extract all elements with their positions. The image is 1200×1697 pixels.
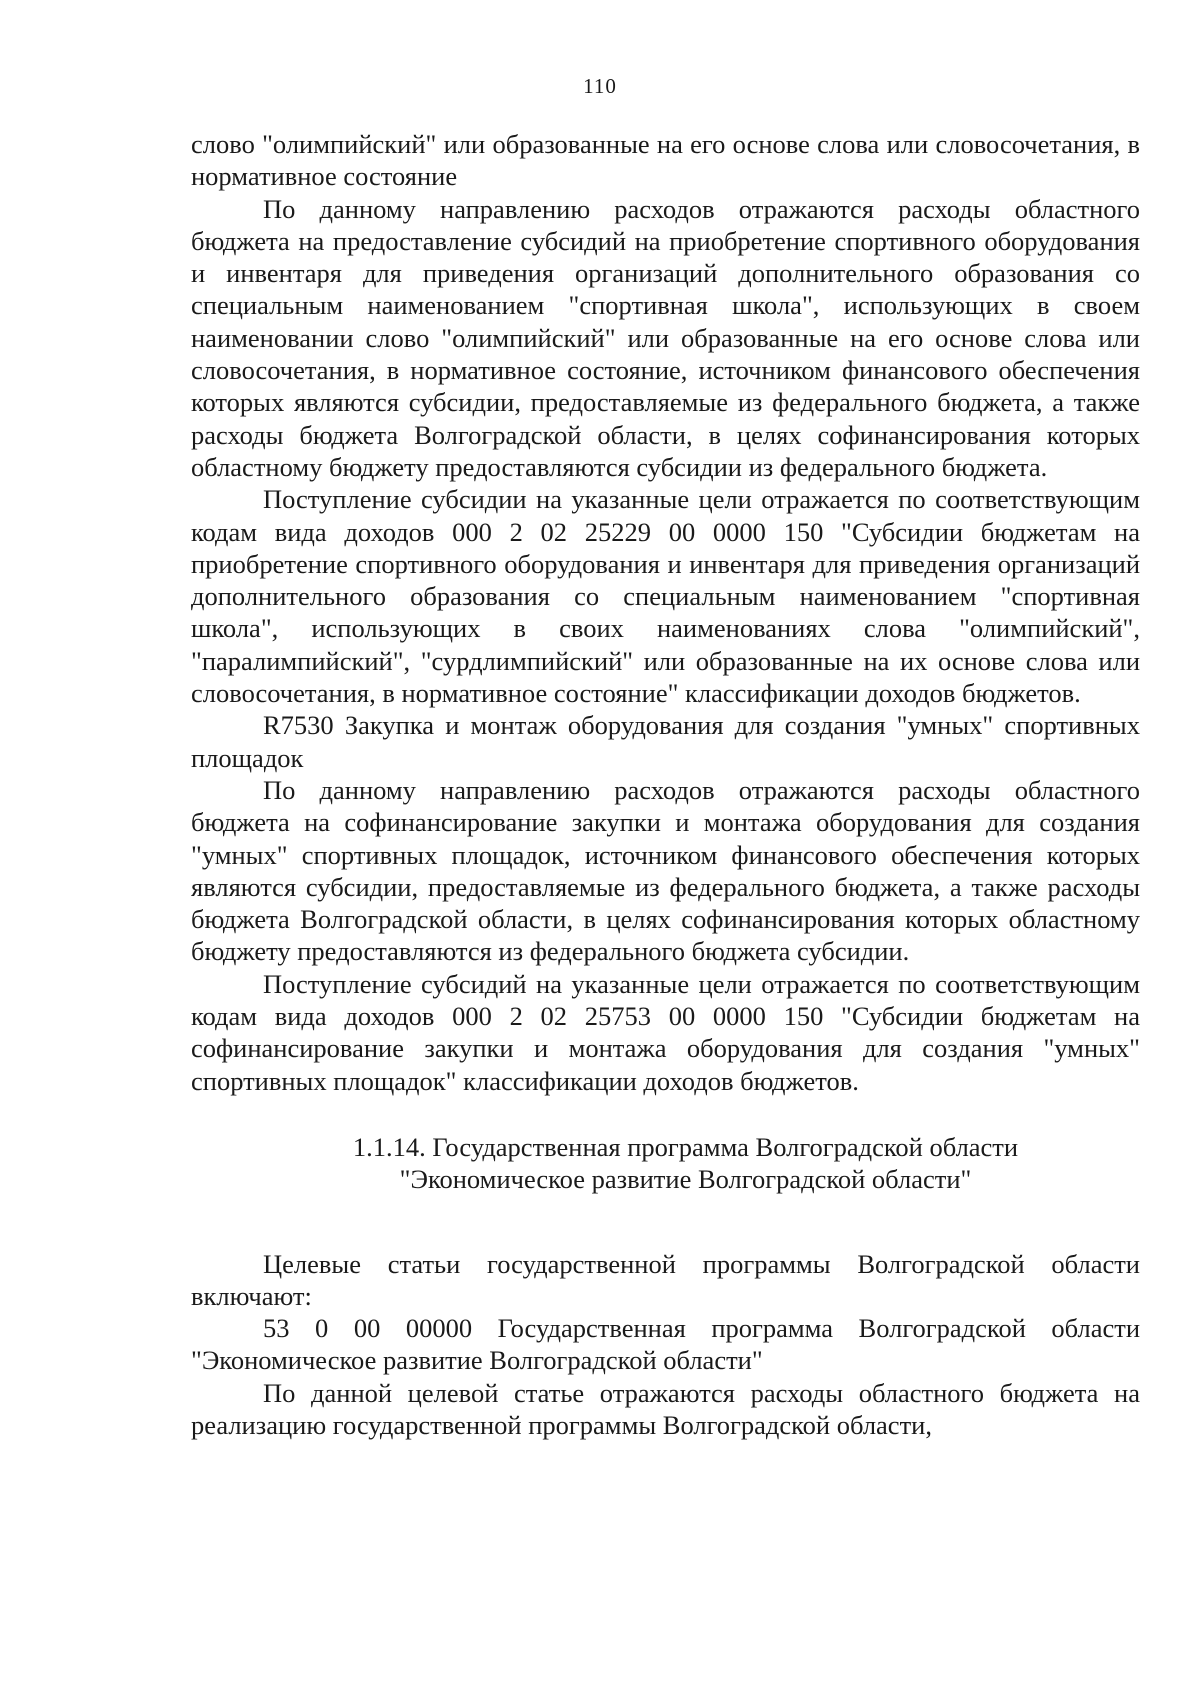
paragraph-target-articles: Целевые статьи государственной программы Волгоградской области включают: xyxy=(191,1248,1140,1311)
section-heading-line-1: 1.1.14. Государственная программа Волгоградской области xyxy=(352,1131,1019,1162)
page-number: 110 xyxy=(583,74,617,98)
section-heading-line-2: "Экономическое развитие Волгоградской области" xyxy=(399,1164,972,1195)
paragraph-smart-grounds-expenses: По данному направлению расходов отражаются расходы областного бюджета на софинансирование закупки и монтажа оборудования для создания "умных" спортивных площадок, источником финансового обеспечения которых являются субсидии, предоставляемые из федерального бюджета, а также расходы бюджета Волгоградской области, в целях софинансирования которых областному бюджету предоставляются из федерального бюджета субсидии. xyxy=(191,774,1140,967)
paragraph-subsidy-expenses: По данному направлению расходов отражаются расходы областного бюджета на предоставление субсидий на приобретение спортивного оборудования и инвентаря для приведения организаций дополнительного образования со специальным наименованием "спортивная школа", использующих в своем наименовании слово "олимпийский" или образованные на его основе слова или словосочетания, в нормативное состояние, источником финансового обеспечения которых являются субсидии, предоставляемые из федерального бюджета, а также расходы бюджета Волгоградской области, в целях софинансирования которых областному бюджету предоставляются субсидии из федерального бюджета. xyxy=(191,193,1140,482)
paragraph-subsidy-income-codes: Поступление субсидии на указанные цели отражается по соответствующим кодам вида доходов 000 2 02 25229 00 0000 150 "Субсидии бюджетам на приобретение спортивного оборудования и инвентаря для приведения организаций дополнительного образования со специальным наименованием "спортивная школа", использующих в своих наименованиях слова "олимпийский", "паралимпийский", "сурдлимпийский" или образованные на их основе слова или словосочетания, в нормативное состояние" классификации доходов бюджетов. xyxy=(191,484,1140,709)
paragraph-continuation: слово "олимпийский" или образованные на его основе слова или словосочетания, в нормативное состояние xyxy=(191,129,1140,192)
paragraph-smart-grounds-income-codes: Поступление субсидий на указанные цели отражается по соответствующим кодам вида доходов 000 2 02 25753 00 0000 150 "Субсидии бюджетам на софинансирование закупки и монтажа оборудования для создания "умных" спортивных площадок" классификации доходов бюджетов. xyxy=(191,968,1140,1096)
paragraph-article-53-expenses: По данной целевой статье отражаются расходы областного бюджета на реализацию государственной программы Волгоградской области, xyxy=(191,1377,1140,1440)
paragraph-article-53: 53 0 00 00000 Государственная программа Волгоградской области "Экономическое развитие Волгоградской области" xyxy=(191,1313,1140,1376)
section-heading xyxy=(191,1131,1140,1196)
document-body xyxy=(191,128,1140,1441)
paragraph-direction-r7530: R7530 Закупка и монтаж оборудования для создания "умных" спортивных площадок xyxy=(191,710,1140,773)
